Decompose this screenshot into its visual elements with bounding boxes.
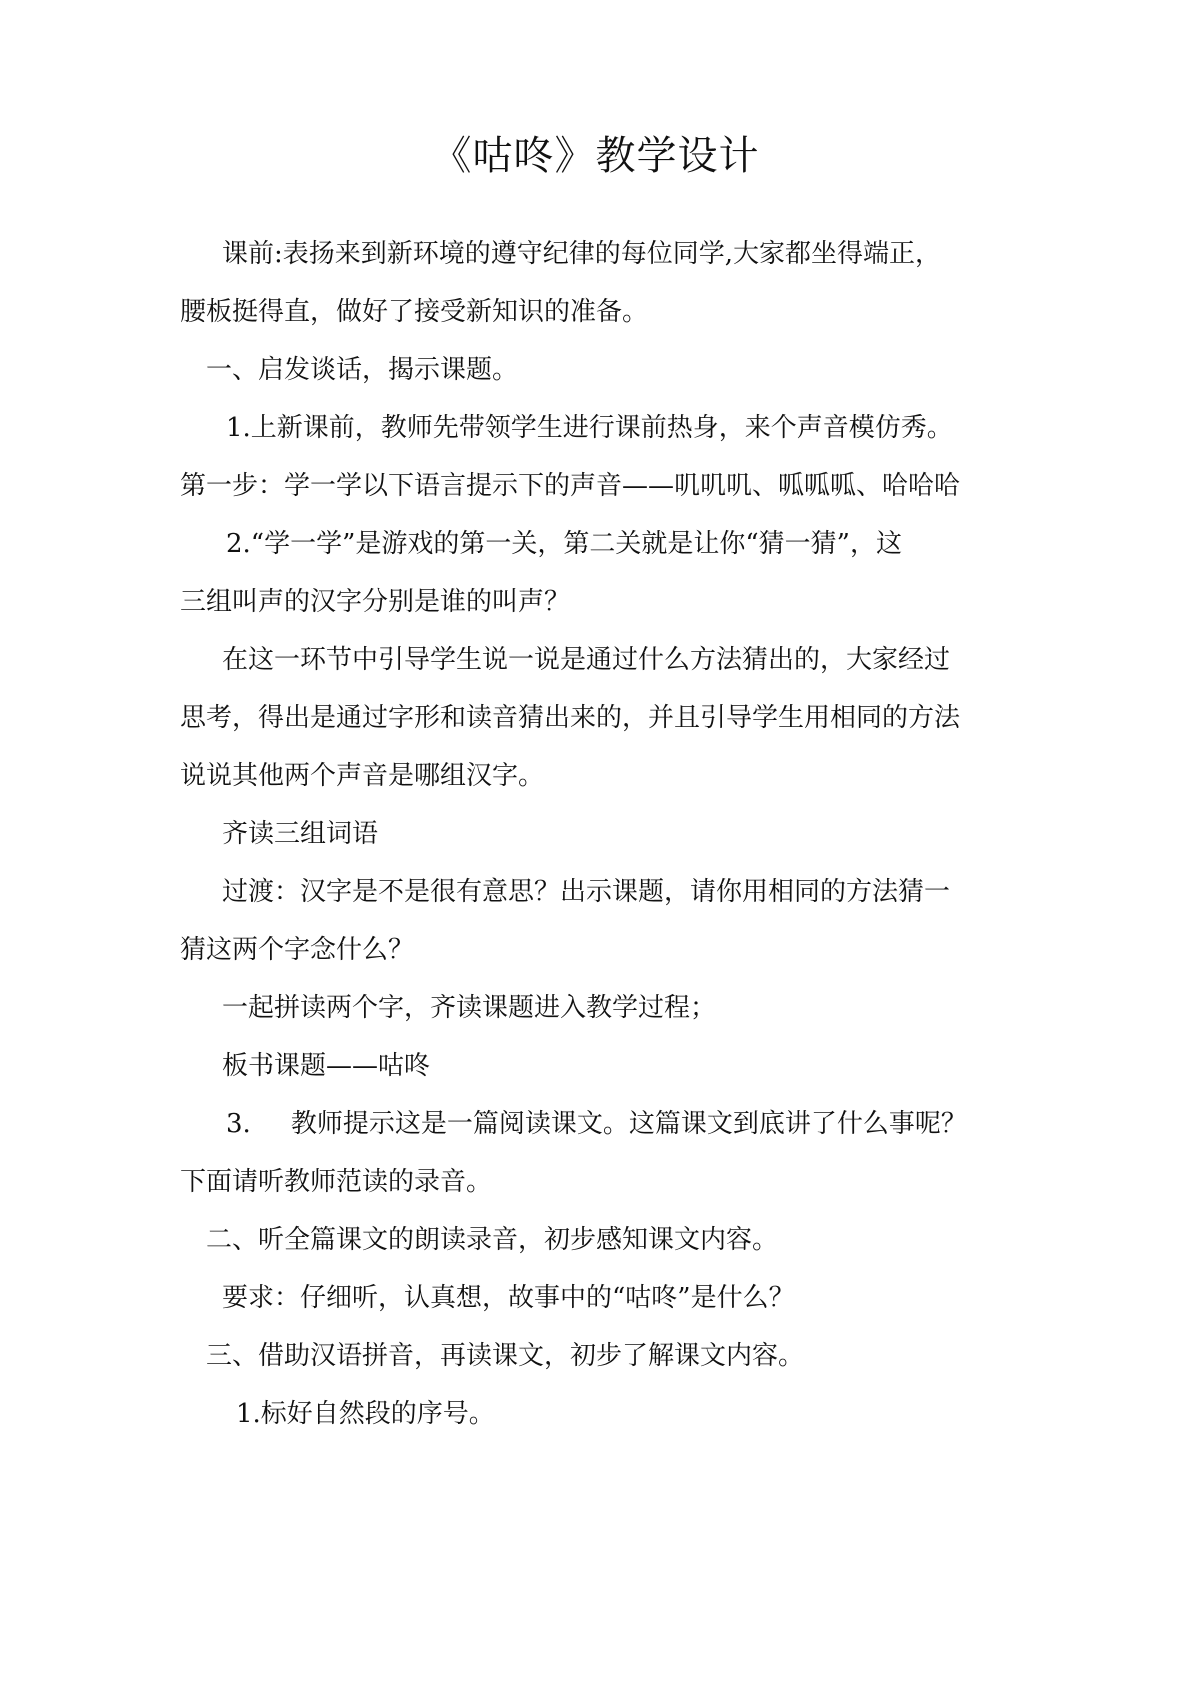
section-heading: 二、听全篇课文的朗读录音，初步感知课文内容。 (206, 1225, 779, 1255)
document-title: 《咕咚》教学设计 (431, 133, 760, 179)
section-heading: 三、借助汉语拼音，再读课文，初步了解课文内容。 (206, 1341, 805, 1371)
paragraph-line: 2.“学一学”是游戏的第一关，第二关就是让你“猜一猜”，这 (226, 529, 902, 559)
item-number: 3. (226, 1109, 251, 1139)
paragraph-line: 腰板挺得直，做好了接受新知识的准备。 (180, 297, 649, 327)
paragraph-line: 下面请听教师范读的录音。 (180, 1167, 493, 1197)
paragraph-line: 过渡：汉字是不是很有意思？出示课题，请你用相同的方法猜一 (222, 877, 951, 907)
paragraph-line: 要求：仔细听，认真想，故事中的“咕咚”是什么？ (222, 1283, 795, 1313)
paragraph-line: 一起拼读两个字，齐读课题进入教学过程； (222, 993, 717, 1023)
paragraph-line: 猜这两个字念什么？ (180, 935, 415, 965)
paragraph-line: 三组叫声的汉字分别是谁的叫声？ (180, 587, 571, 617)
numbered-line (226, 1104, 967, 1144)
paragraph-line: 齐读三组词语 (222, 819, 379, 849)
section-heading: 一、启发谈话，揭示课题。 (206, 355, 519, 385)
paragraph-line: 课前:表扬来到新环境的遵守纪律的每位同学,大家都坐得端正， (222, 239, 942, 269)
paragraph-line: 1.上新课前，教师先带领学生进行课前热身，来个声音模仿秀。 (226, 413, 953, 443)
item-text: 教师提示这是一篇阅读课文。这篇课文到底讲了什么事呢？ (290, 1109, 967, 1139)
paragraph-line: 1.标好自然段的序号。 (236, 1399, 495, 1429)
paragraph-line: 板书课题——咕咚 (222, 1051, 431, 1081)
paragraph-line: 在这一环节中引导学生说一说是通过什么方法猜出的，大家经过 (222, 645, 951, 675)
paragraph-line: 思考，得出是通过字形和读音猜出来的，并且引导学生用相同的方法 (180, 703, 961, 733)
paragraph-line: 说说其他两个声音是哪组汉字。 (180, 761, 545, 791)
paragraph-line: 第一步：学一学以下语言提示下的声音——叽叽叽、呱呱呱、哈哈哈 (180, 471, 961, 501)
